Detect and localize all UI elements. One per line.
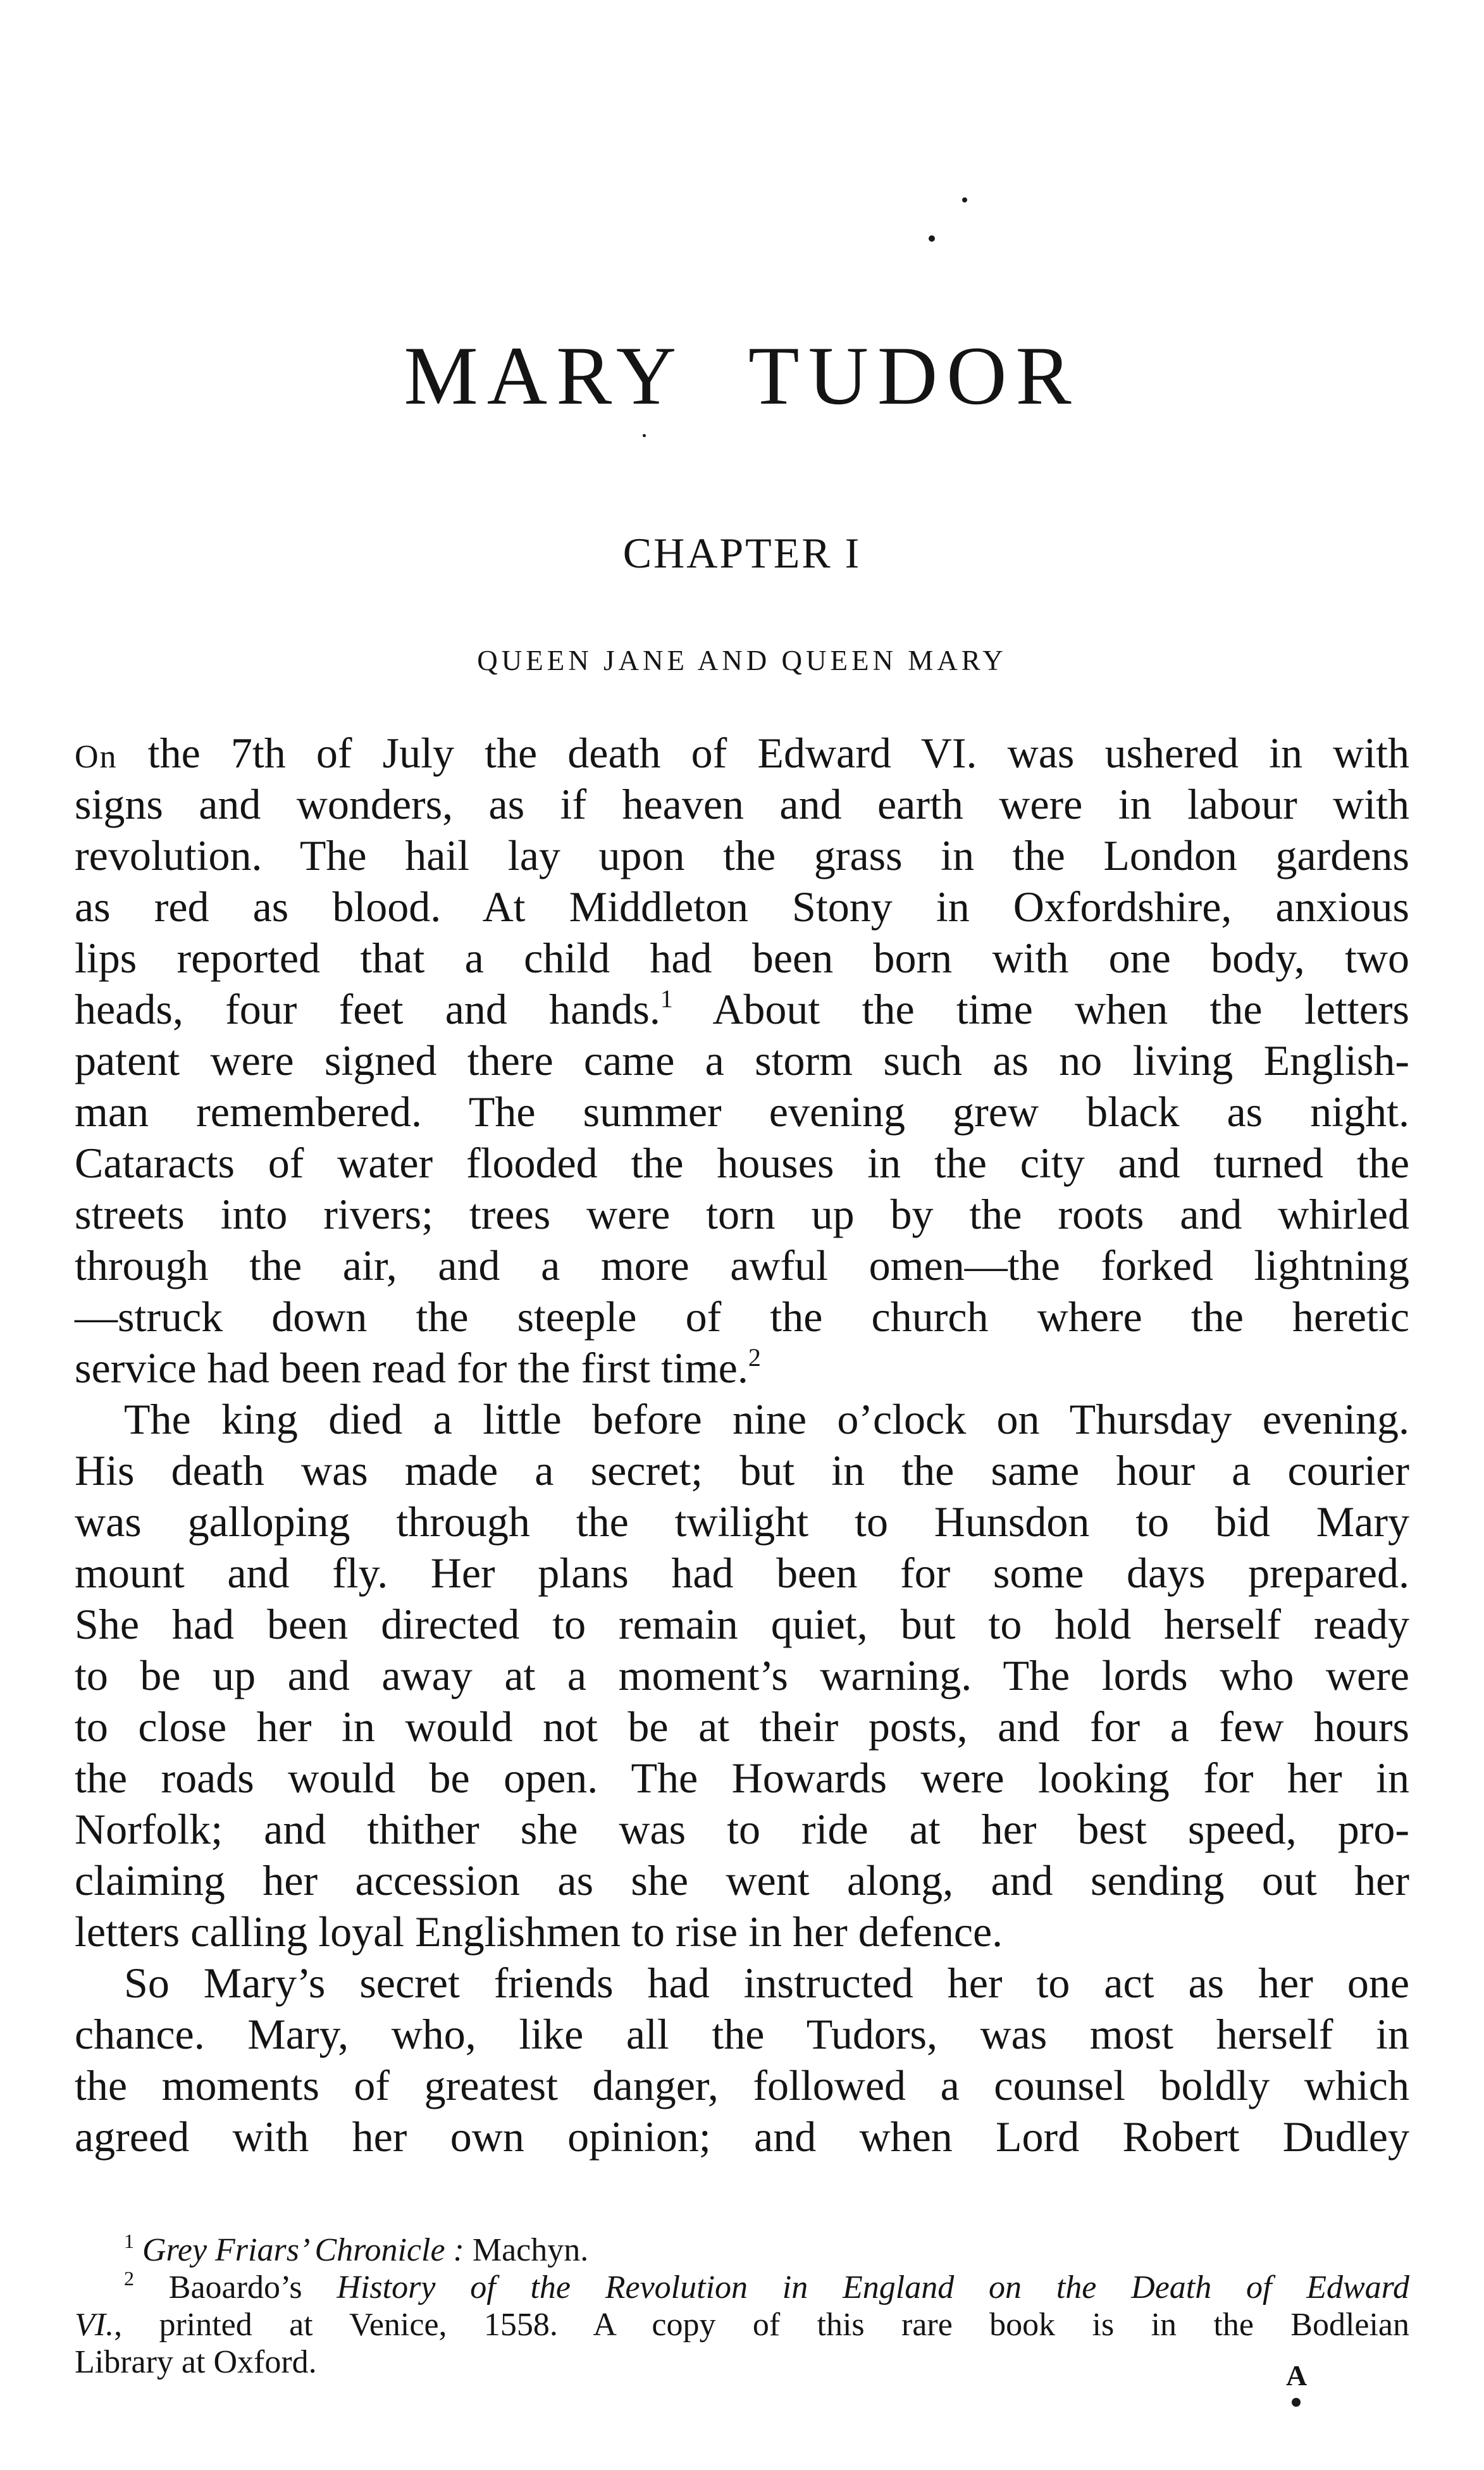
body-text	[75, 728, 1409, 2163]
text-line: signs and wonders, as if heaven and earth were in labour with	[75, 780, 1409, 828]
text-line: the roads would be open. The Howards were looking for her in	[75, 1754, 1409, 1802]
text-line: On the 7th of July the death of Edward VI. was ushered in with	[75, 729, 1409, 777]
footnote-mark: 2	[124, 2267, 134, 2290]
footnotes	[75, 2231, 1409, 2381]
footnote-1: $^1$ Grey Friars’ Chronicle : Machyn.	[124, 2230, 589, 2268]
footnote-source-title: Grey Friars’ Chronicle :	[142, 2232, 464, 2268]
print-speck	[643, 434, 646, 437]
text-line: service had been read for the first time.$^2$	[75, 1343, 761, 1392]
text-line: claiming her accession as she went along, and sending out her	[75, 1856, 1409, 1904]
text-line: revolution. The hail lay upon the grass in the London gardens	[75, 831, 1409, 879]
text-line: through the air, and a more awful omen—the forked lightning	[75, 1241, 1409, 1289]
chapter-title: QUEEN JANE AND QUEEN MARY	[477, 645, 1007, 676]
text-line: The king died a little before nine o’clock on Thursday evening.	[124, 1395, 1409, 1443]
text-line: heads, four feet and hands.$^1$ About the time when the letters	[75, 984, 1409, 1033]
chapter-number: CHAPTER I	[622, 529, 862, 577]
print-speck	[962, 197, 967, 202]
text-line: agreed with her own opinion; and when Lord Robert Dudley	[75, 2113, 1409, 2161]
footnote-2-continued: Library at Oxford.	[75, 2344, 317, 2380]
book-page	[75, 0, 1409, 2470]
drop-word: On	[75, 739, 118, 775]
footnote-2-continued: VI., printed at Venice, 1558. A copy of this rare book is in the Bodleian	[75, 2307, 1409, 2343]
footnote-source-title: History of the Revolution in England on the Death of Edward	[337, 2269, 1409, 2306]
text-line: patent were signed there came a storm such as no living English-	[75, 1036, 1409, 1084]
text-line: mount and fly. Her plans had been for some days prepared.	[75, 1549, 1409, 1597]
text-line: to be up and away at a moment’s warning. The lords who were	[75, 1651, 1409, 1699]
signature-mark: A	[1286, 2359, 1308, 2392]
footnote-2: $^2$ Baoardo’s History of the Revolution in England on the Death of Edward	[124, 2267, 1409, 2306]
text-line: streets into rivers; trees were torn up by the roots and whirled	[75, 1190, 1409, 1238]
text-line: lips reported that a child had been born with one body, two	[75, 934, 1409, 982]
text-line: His death was made a secret; but in the same hour a courier	[75, 1446, 1409, 1494]
text-line: man remembered. The summer evening grew black as night.	[75, 1088, 1409, 1136]
footnote-ref: 1	[660, 984, 673, 1013]
print-speck	[929, 235, 935, 242]
text-line: So Mary’s secret friends had instructed her to act as her one	[124, 1959, 1409, 2007]
footnote-mark: 1	[124, 2230, 134, 2252]
text-line: as red as blood. At Middleton Stony in Oxfordshire, anxious	[75, 883, 1409, 931]
book-title: MARY TUDOR	[404, 329, 1080, 422]
footnote-ref: 2	[748, 1343, 761, 1372]
text-line: chance. Mary, who, like all the Tudors, was most herself in	[75, 2010, 1409, 2058]
text-line: the moments of greatest danger, followed a counsel boldly which	[75, 2061, 1409, 2109]
text-line: to close her in would not be at their posts, and for a few hours	[75, 1703, 1409, 1751]
text-line: Cataracts of water flooded the houses in the city and turned the	[75, 1139, 1409, 1187]
print-speck	[1292, 2398, 1301, 2407]
text-line: Norfolk; and thither she was to ride at her best speed, pro-	[75, 1805, 1409, 1853]
text-line: —struck down the steeple of the church where the heretic	[75, 1293, 1409, 1341]
text-line: was galloping through the twilight to Hunsdon to bid Mary	[75, 1498, 1409, 1546]
text-line: letters calling loyal Englishmen to rise in her defence.	[75, 1908, 1003, 1956]
text-line: She had been directed to remain quiet, but to hold herself ready	[75, 1600, 1409, 1648]
